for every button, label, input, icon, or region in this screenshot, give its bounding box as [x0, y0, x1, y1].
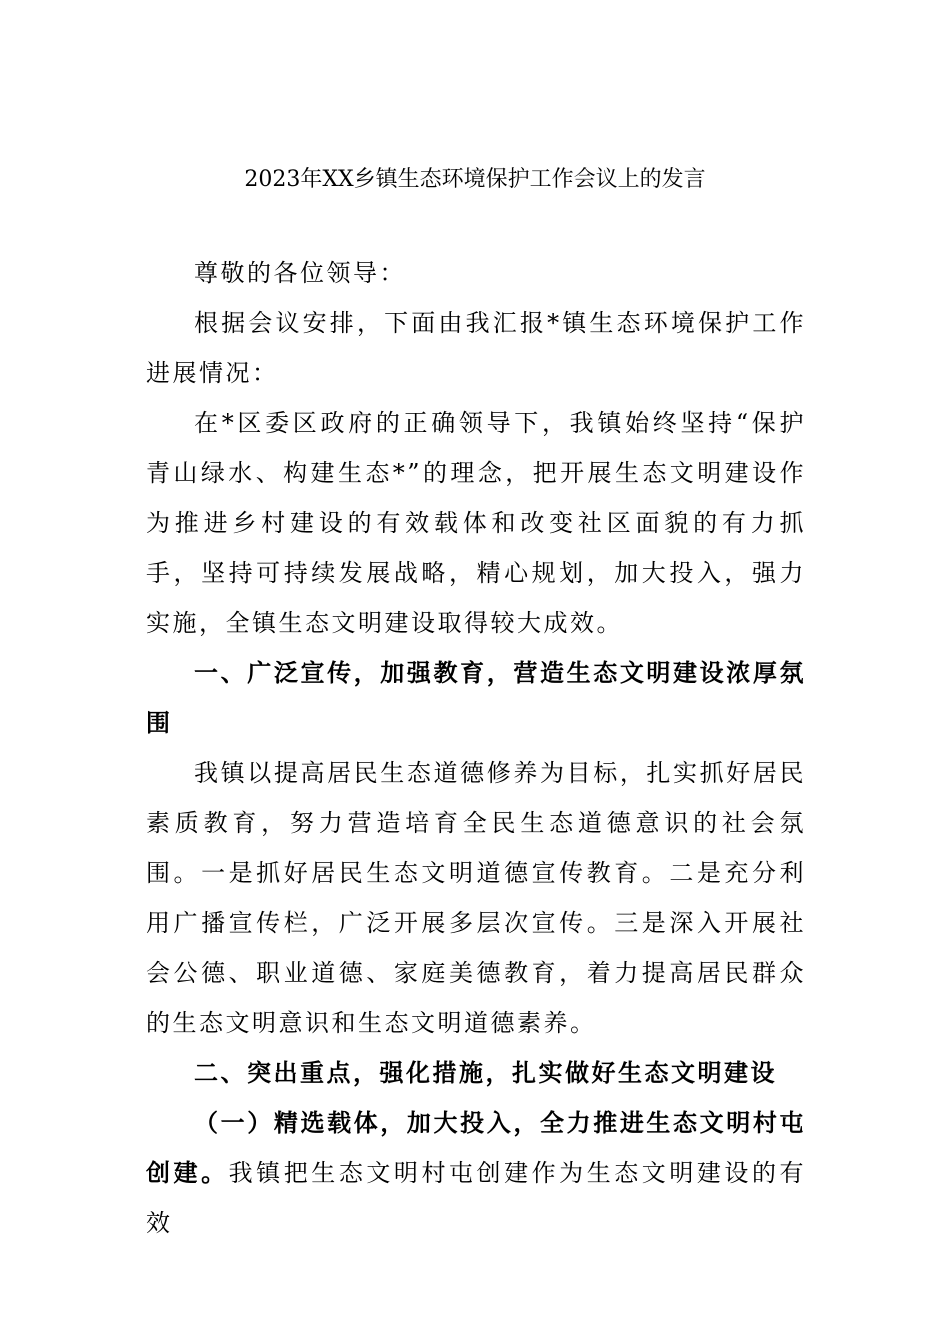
document-body	[146, 248, 806, 1248]
subsection-1-text: 我镇把生态文明村屯创建作为生态文明建设的有效	[146, 1159, 807, 1237]
section-1-paragraph: 我镇以提高居民生态道德修养为目标，扎实抓好居民素质教育，努力营造培育全民生态道德意识的社会氛围。一是抓好居民生态文明道德宣传教育。二是充分利用广播宣传栏，广泛开展多层次宣传。三是深入开展社会公德、职业道德、家庭美德教育，着力提高居民群众的生态文明意识和生态文明道德素养。	[146, 759, 806, 1037]
subsection-1-lead: （一）精选载体，加大投入，全力推进生态文明村屯创建。	[146, 1108, 806, 1187]
section-2-heading: 二、突出重点，强化措施，扎实做好生态文明建设	[194, 1058, 777, 1087]
salutation: 尊敬的各位领导：	[194, 259, 406, 287]
section-1-heading: 一、广泛宣传，加强教育，营造生态文明建设浓厚氛围	[146, 658, 806, 737]
intro-paragraph: 根据会议安排，下面由我汇报*镇生态环境保护工作进展情况：	[146, 309, 806, 387]
document-title: 2023年XX乡镇生态环境保护工作会议上的发言	[244, 167, 706, 192]
overview-paragraph: 在*区委区政府的正确领导下，我镇始终坚持“保护青山绿水、构建生态*”的理念，把开展生态文明建设作为推进乡村建设的有效载体和改变社区面貌的有力抓手，坚持可持续发展战略，精心规划，加大投入，强力实施，全镇生态文明建设取得较大成效。	[146, 409, 806, 637]
subsection-1-paragraph	[146, 1098, 806, 1248]
